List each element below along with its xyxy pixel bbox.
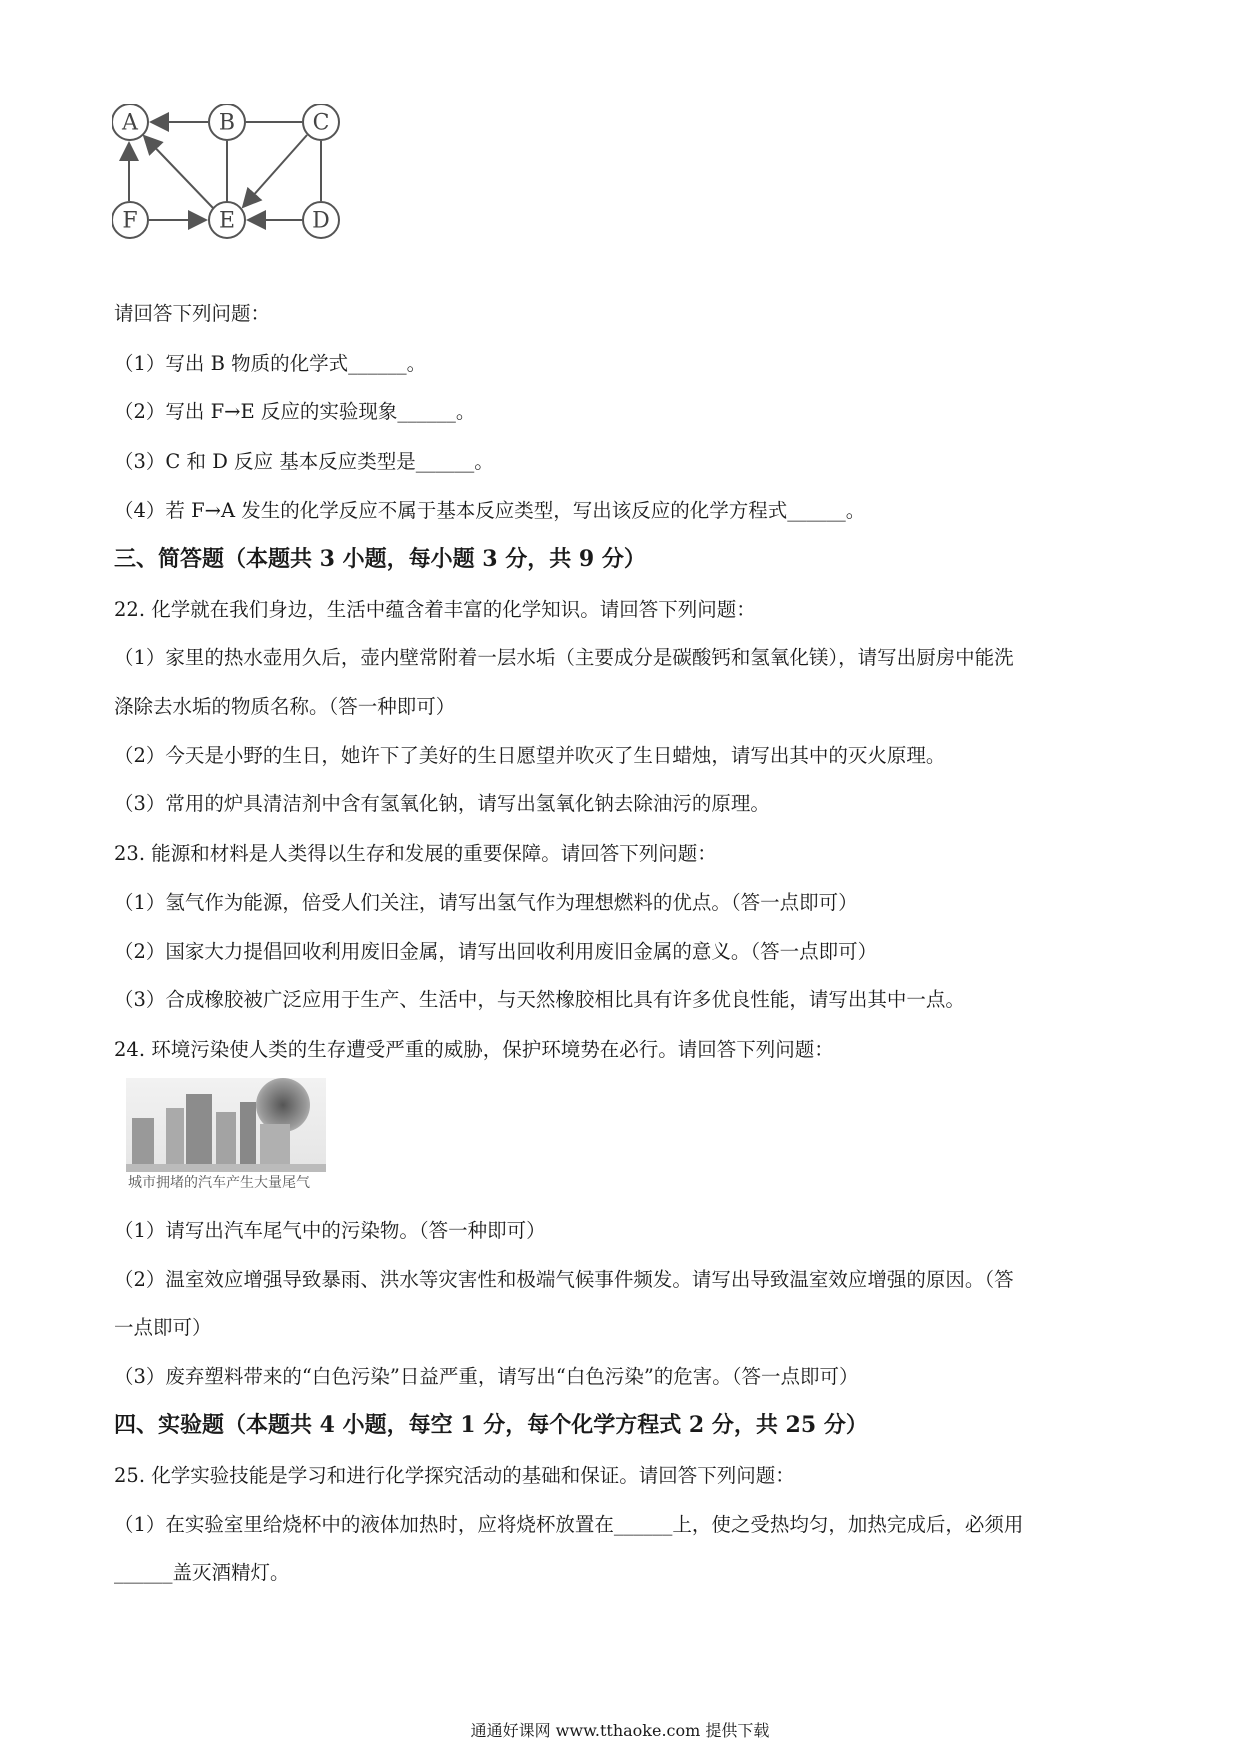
q23-part-3: （3）合成橡胶被广泛应用于生产、生活中，与天然橡胶相比具有许多优良性能，请写出其中一点。 [114, 988, 965, 1011]
q25-part-1a: （1）在实验室里给烧杯中的液体加热时，应将烧杯放置在______上，使之受热均匀，加热完成后，必须用 [114, 1513, 1024, 1536]
reaction-diagram [112, 104, 392, 284]
q22-part-3: （3）常用的炉具清洁剂中含有氢氧化钠，请写出氢氧化钠去除油污的原理。 [114, 792, 770, 815]
q24-part-2a: （2）温室效应增强导致暴雨、洪水等灾害性和极端气候事件频发。请写出导致温室效应增强的原因。（答 [114, 1268, 1014, 1291]
node-f [112, 202, 148, 238]
q22-stem: 22. 化学就在我们身边，生活中蕴含着丰富的化学知识。请回答下列问题： [114, 598, 756, 621]
photo-caption: 城市拥堵的汽车产生大量尾气 [128, 1175, 310, 1191]
node-e [209, 202, 245, 238]
q22-part-1b: 涤除去水垢的物质名称。（答一种即可） [114, 695, 456, 718]
q24-part-2b: 一点即可） [114, 1316, 212, 1339]
exhaust-photo [126, 1078, 326, 1192]
q25-part-1b: ______盖灭酒精灯。 [114, 1561, 290, 1584]
q23-stem: 23. 能源和材料是人类得以生存和发展的重要保障。请回答下列问题： [114, 842, 717, 865]
node-c [303, 104, 339, 140]
q21-part-1: （1）写出 B 物质的化学式______。 [114, 352, 427, 375]
q25-stem: 25. 化学实验技能是学习和进行化学探究活动的基础和保证。请回答下列问题： [114, 1464, 795, 1487]
svg-text:A: A [122, 110, 138, 136]
q21-part-3: （3）C 和 D 反应 基本反应类型是______。 [114, 450, 494, 473]
q22-part-2: （2）今天是小野的生日，她许下了美好的生日愿望并吹灭了生日蜡烛，请写出其中的灭火原理。 [114, 744, 946, 767]
q23-part-2: （2）国家大力提倡回收利用废旧金属，请写出回收利用废旧金属的意义。（答一点即可） [114, 940, 878, 963]
section-3-heading: 三、简答题（本题共 3 小题，每小题 3 分，共 9 分） [114, 546, 646, 572]
node-a [112, 104, 148, 140]
q21-prompt: 请回答下列问题： [114, 302, 271, 325]
node-d [303, 202, 339, 238]
svg-text:D: D [312, 208, 330, 234]
svg-text:B: B [218, 110, 236, 136]
edge-c-e [243, 135, 307, 207]
node-b [209, 104, 245, 140]
q24-part-1: （1）请写出汽车尾气中的污染物。（答一种即可） [114, 1219, 546, 1242]
q23-part-1: （1）氢气作为能源，倍受人们关注，请写出氢气作为理想燃料的优点。（答一点即可） [114, 891, 858, 914]
footer-source: 通通好课网 www.tthaoke.com 提供下载 [470, 1721, 770, 1740]
q21-part-4: （4）若 F→A 发生的化学反应不属于基本反应类型，写出该反应的化学方程式______。 [114, 499, 866, 522]
svg-text:F: F [122, 208, 138, 234]
section-4-heading: 四、实验题（本题共 4 小题，每空 1 分，每个化学方程式 2 分，共 25 分） [114, 1412, 868, 1438]
svg-text:C: C [312, 110, 330, 136]
q22-part-1a: （1）家里的热水壶用久后，壶内壁常附着一层水垢（主要成分是碳酸钙和氢氧化镁），请写出厨房中能洗 [114, 646, 1014, 669]
svg-text:E: E [218, 208, 236, 234]
q21-part-2: （2）写出 F→E 反应的实验现象______。 [114, 400, 476, 423]
q24-part-3: （3）废弃塑料带来的“白色污染”日益严重，请写出“白色污染”的危害。（答一点即可） [114, 1365, 859, 1388]
edge-e-a [144, 136, 213, 208]
q24-stem: 24. 环境污染使人类的生存遭受严重的威胁，保护环境势在必行。请回答下列问题： [114, 1038, 834, 1061]
